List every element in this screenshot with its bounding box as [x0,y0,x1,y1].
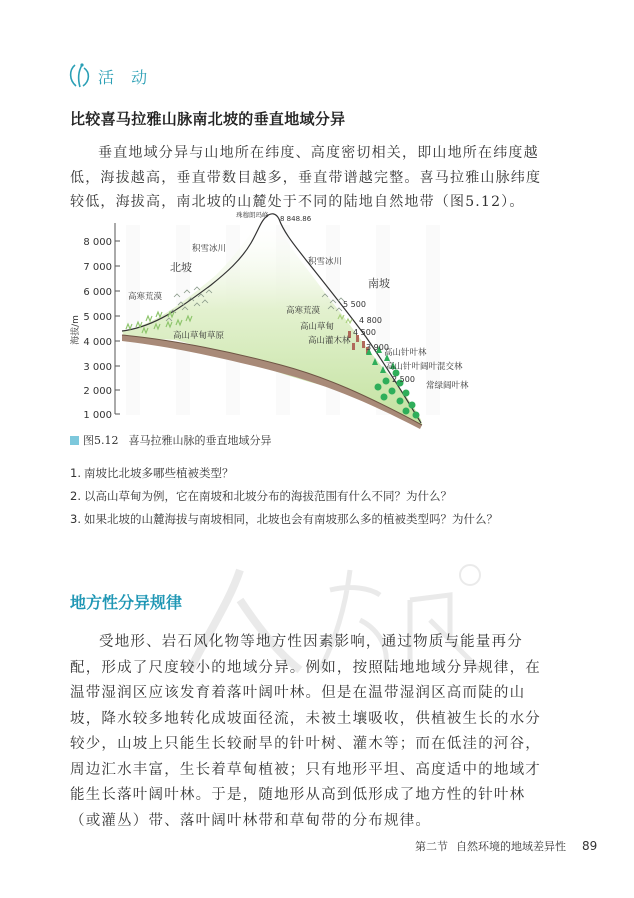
question-item: 2. 以高山草甸为例，它在南坡和北坡分布的海拔范围有什么不同？为什么？ [70,489,452,503]
y-tick: 2 000 [83,386,112,397]
question-item: 1. 南坡比北坡多哪些植被类型？ [70,466,234,480]
peak-elevation: 8 848.86 [280,215,312,223]
question-item: 3. 如果北坡的山麓海拔与南坡相同，北坡也会有南坡那么多的植被类型吗？为什么？ [70,512,498,526]
y-tick: 3 000 [83,362,112,373]
south-zone-glacier: 积雪冰川 [308,257,343,267]
caption-text: 喜马拉雅山脉的垂直地域分异 [128,434,272,447]
north-slope-label: 北坡 [170,261,192,274]
caption-marker-icon [70,436,79,445]
south-zone-meadow: 高山草甸 [300,322,335,332]
page-number: 89 [582,839,598,853]
south-zone-desert: 高寒荒漠 [286,306,321,316]
section-title: 地方性分异规律 [70,593,183,612]
boundary-2500: 2 500 [392,375,415,384]
boundary-4800: 4 800 [359,316,382,325]
y-tick: 7 000 [83,262,112,273]
footer-section: 第二节 [415,840,448,853]
boundary-5500: 5 500 [343,300,366,309]
y-tick: 8 000 [83,237,112,248]
y-tick: 5 000 [83,312,112,323]
south-zone-shrub: 高山灌木林 [308,336,351,346]
footer-chapter-title: 自然环境的地域差异性 [456,840,566,853]
y-tick: 4 000 [83,337,112,348]
activity-icon [68,62,92,90]
activity-header [68,62,153,90]
section-paragraph: 受地形、岩石风化物等地方性因素影响，通过物质与能量再分配，形成了尺度较小的地域分异。例如，按照陆地地域分异规律，在温带湿润区应该发育着落叶阔叶林。但是在温带湿润区高而陡的山坡，降水较多地转化成坡面径流，未被土壤吸收，供植被生长的水分较少，山坡上只能生长较耐旱的针叶树、灌木等；而在低洼的河谷，周边汇水丰富，生长着草甸植被；只有地形平坦、高度适中的地域才能生长落叶阔叶林。于是，随地形从高到低形成了地方性的针叶林（或灌丛）带、落叶阔叶林带和草甸带的分布规律。 [70,634,541,829]
caption-number: 图5.12 [83,434,119,447]
activity-label: 活 动 [98,67,154,87]
y-axis [115,223,120,414]
question-list [70,462,510,531]
north-zone-glacier: 积雪冰川 [192,244,227,254]
boundary-4500: 4 500 [353,328,376,337]
peak-name: 珠穆朗玛峰 [236,211,269,219]
boundary-3900: 3 900 [366,343,389,352]
himalaya-diagram [66,205,566,430]
north-zone-meadow: 高山草甸草原 [173,331,225,341]
south-zone-evergreen: 常绿阔叶林 [426,381,469,391]
south-zone-mixed: 高山针叶阔叶混交林 [386,362,463,372]
intro-paragraph: 垂直地域分异与山地所在纬度、高度密切相关，即山地所在纬度越低，海拔越高，垂直带数目越多，垂直带谱越完整。喜马拉雅山脉纬度较低，海拔高，南北坡的山麓处于不同的陆地自然地带（图5.12）。 [70,145,542,210]
y-axis-label: 海拔/m [71,315,81,345]
vertical-zonation-svg [66,205,566,430]
north-zone-desert: 高寒荒漠 [128,292,163,302]
page-footer [415,838,597,854]
y-tick: 6 000 [83,287,112,298]
activity-title: 比较喜马拉雅山脉南北坡的垂直地域分异 [70,110,346,128]
y-tick: 1 000 [83,410,112,421]
south-slope-label: 南坡 [368,277,390,290]
south-zone-conifer: 高山针叶林 [384,348,427,358]
figure-caption [70,432,272,448]
